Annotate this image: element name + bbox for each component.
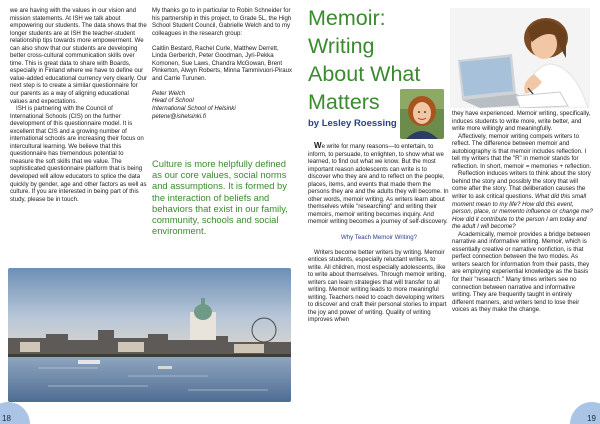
right-col1-paragraph-2: Writers become better writers by writing. Memoir entices students, especially reluctant writers, to write. All children, most especially adolescents, like to write about themselves. Through memoir writing, writers can learn strategies that will transfer to all writing. Memoir writing leads to more meaningful writing. Teachers need to coach developing writers to discover and craft their personal stories to impart the joy and power of writing. Quality of writing improves when [308, 248, 447, 324]
title-line-1: Memoir: [308, 6, 386, 30]
left-column-1 [10, 7, 148, 203]
right-column-1 [308, 142, 450, 324]
left-col1-paragraph-2: ISH is partnering with the Council of International Schools (CIS) on the further development of this questionnaire model. It is excellent that CIS and a growing number of international schools are increasing their focus on intercultural learning. We believe that this questionnaire has tremendous potential to measure the soft skills that we value. The sophisticated questionnaire platform that is being developed will allow educators to splice the data quickly by gender, age and other factors as well as culture. If you are interested in being part of this study, please be in touch. [10, 105, 147, 203]
page-number-left: 18 [2, 414, 11, 423]
section-subhead: Why Teach Memoir Writing? [341, 233, 417, 241]
author-portrait-photo [400, 89, 444, 139]
right-column-2 [452, 110, 594, 314]
right-col2-paragraph-3: Reflection induces writers to think about the story behind the story and possibly the story that will come after the story. That deliberation causes the writer to ask critical questions. [452, 170, 591, 201]
right-col2-paragraph-2: Affectively, memoir writing compels writers to reflect. The difference between memoir and autobiography is that memoir includes reflection. I tell my writers that the "R" in memoir stands for reflection. In short, memoir = memories + reflection. [452, 132, 592, 170]
left-col1-paragraph-1: we are having with the values in our vision and mission statements. At ISH we talk about empowering our students. The data shows that the longer students are at ISH the teacher-student relationship tips towards more empowerment. We can also show that our students are developing better cross-cultural communication skills over time. This is great data to share with Boards, especially in Finland where we have to define our value-added educational currency very clearly. Our next step is to create a similar questionnaire for our parents as a way of aligning educational values and expectations. [10, 7, 148, 105]
pull-quote: Culture is more helpfully defined as our core values, social norms and assumptions. It is formed by the interaction of beliefs and behaviors that exist in our family, community, schools and social environment. [152, 158, 288, 237]
page-number-badge-right [570, 402, 600, 424]
helsinki-harbor-photo [8, 268, 291, 402]
author-byline: by Lesley Roessing [308, 118, 397, 129]
title-line-3: About What [308, 62, 421, 86]
student-writing-photo [450, 8, 590, 108]
acknowledgement-paragraph: My thanks go to in particular to Robin Schneider for his partnership in this project, to Grade 5L, the High School Student Council, Gabrielle Welch and to my colleagues in the research group: [152, 7, 292, 37]
drop-cap: W [314, 141, 322, 150]
title-line-4: Matters [308, 90, 380, 114]
right-page [300, 0, 600, 424]
page-number-badge-left [0, 402, 30, 424]
signature-email[interactable]: peterw@ishelsinki.fi [152, 112, 206, 120]
left-column-2 [152, 7, 294, 120]
intro-paragraph: e write for many reasons—to entertain, to inform, to persuade, to enlighten, to show what we learned, to find out what we know. But the most important reason adolescents can write is to discover who they are and to reflect on the people, places, items, and events that made them the persons they are and the adults they will become. In other words, memoir writing. As writers learn about themselves while "researching" and writing their memoirs, memoir writing becomes inquiry. And memoir writing becomes a journey of self-discovery. [308, 143, 449, 226]
signature-title: Head of School [152, 97, 194, 105]
right-col2-paragraph-4: Academically, memoir provides a bridge between narrative and informative writing. Memoir, which is essentially creative or narrative nonfiction, is that perfect connection between the two modes. As writers search for information from their pasts, they are employing experiential knowledge as the basis for their "research." Many times writers see no connection between narrative and informative writing. They are frequently taught in entirely different manners, and writers tend to lose their voices as they make the change. [452, 230, 591, 314]
signature-name: Peter Welch [152, 89, 186, 97]
signature-organization: International School of Helsinki [152, 105, 236, 113]
reflection-questions: What did this small moment mean to my life? How did this event, person, place, or memento influence or change me? How did it contribute to the person I am today and the adult I will become? [452, 193, 593, 231]
page-number-right: 19 [587, 414, 596, 423]
right-col2-paragraph-1: they have experienced. Memoir writing, specifically, induces students to write more, write better, and write more willingly and meaningfully. [452, 110, 591, 133]
research-group-names: Caitlin Bestard, Rachel Curle, Matthew Derrett, Linda Gerberich, Peter Goodman, Jyri-Pekka Komonen, Sue Laws, Chandra McGowan, Brent Pinkerton, Alwyn Roberts, Minna Tammivuori-Piraux and Carrie Turunen. [152, 44, 293, 82]
title-line-2: Writing [308, 34, 375, 58]
